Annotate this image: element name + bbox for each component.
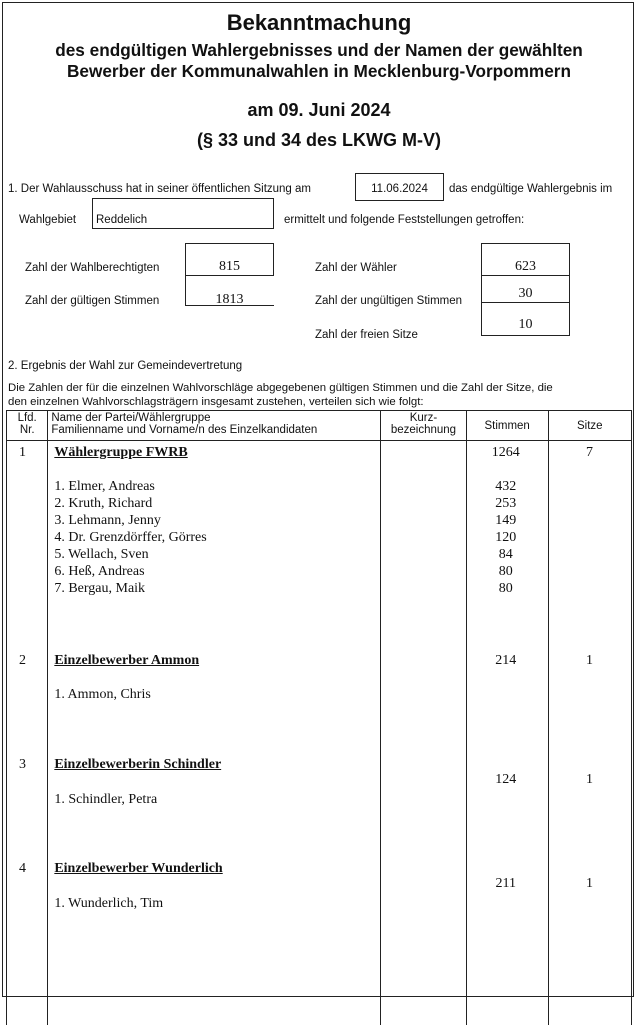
- candidate-name: 3. Lehmann, Jenny: [54, 513, 161, 529]
- header-sitze: Sitze: [548, 411, 631, 441]
- results-table: [6, 410, 632, 1025]
- free-seats-value: 10: [481, 317, 570, 333]
- header-kurz-2: bezeichnung: [384, 424, 463, 436]
- header-name-1: Name der Partei/Wählergruppe: [51, 412, 377, 424]
- page-title: Bekanntmachung: [0, 10, 638, 36]
- header-name: [48, 411, 381, 441]
- section2-heading: 2. Ergebnis der Wahl zur Gemeindevertretung: [8, 360, 242, 372]
- group-seats: 7: [549, 445, 631, 461]
- invalid-votes-value: 30: [481, 286, 570, 302]
- group-votes: 211: [467, 876, 545, 892]
- candidate-name: 7. Bergau, Maik: [54, 581, 145, 597]
- candidate-name: 6. Heß, Andreas: [54, 564, 144, 580]
- votes-column: [466, 441, 548, 1025]
- candidate-name: 1. Wunderlich, Tim: [54, 896, 163, 912]
- candidate-votes: 80: [467, 581, 545, 597]
- voters-label: Zahl der Wähler: [315, 262, 397, 274]
- group-nr: 3: [19, 757, 26, 773]
- candidate-name: 1. Elmer, Andreas: [54, 479, 155, 495]
- kurz-column: [381, 441, 467, 1025]
- free-seats-label: Zahl der freien Sitze: [315, 329, 418, 341]
- header-kurz-1: Kurz-: [384, 412, 463, 424]
- area-value: Reddelich: [96, 214, 147, 226]
- field-divider: [481, 302, 570, 303]
- header-nr-1: Lfd.: [10, 412, 44, 424]
- valid-votes-label: Zahl der gültigen Stimmen: [25, 295, 159, 307]
- candidate-name: 1. Ammon, Chris: [54, 687, 150, 703]
- subtitle-line-1: des endgültigen Wahlergebnisses und der Namen der gewählten: [0, 40, 638, 61]
- group-seats: 1: [549, 772, 631, 788]
- header-nr-2: Nr.: [10, 424, 44, 436]
- voters-value: 623: [481, 259, 570, 275]
- nr-column: [7, 441, 48, 1025]
- header-stimmen: Stimmen: [466, 411, 548, 441]
- group-votes: 214: [467, 653, 545, 669]
- candidate-votes: 84: [467, 547, 545, 563]
- candidate-name: 1. Schindler, Petra: [54, 792, 157, 808]
- subtitle-line-2: Bewerber der Kommunalwahlen in Mecklenburg-Vorpommern: [0, 61, 638, 82]
- group-name: Einzelbewerberin Schindler: [54, 757, 221, 773]
- name-column: [48, 441, 381, 1025]
- candidate-name: 4. Dr. Grenzdörffer, Görres: [54, 530, 206, 546]
- page-subtitle: [0, 40, 638, 82]
- group-seats: 1: [549, 653, 631, 669]
- candidate-name: 5. Wellach, Sven: [54, 547, 148, 563]
- group-votes: 124: [467, 772, 545, 788]
- section1-text-d: ermittelt und folgende Feststellungen getroffen:: [284, 214, 524, 226]
- section2-intro-1: Die Zahlen der für die einzelnen Wahlvorschläge abgegebenen gültigen Stimmen und die Zahl der Sitze, die: [8, 382, 553, 394]
- eligible-label: Zahl der Wahlberechtigten: [25, 262, 159, 274]
- section1-text-b: das endgültige Wahlergebnis im: [449, 183, 612, 195]
- group-nr: 2: [19, 653, 26, 669]
- group-name: Wählergruppe FWRB: [54, 445, 187, 461]
- candidate-votes: 149: [467, 513, 545, 529]
- section1-text-c: Wahlgebiet: [19, 214, 76, 226]
- candidate-votes: 120: [467, 530, 545, 546]
- group-name: Einzelbewerber Ammon: [54, 653, 199, 669]
- header-nr: [7, 411, 48, 441]
- header-name-2: Familienname und Vorname/n des Einzelkandidaten: [51, 424, 377, 436]
- header-kurz: [381, 411, 467, 441]
- section2-intro-2: den einzelnen Wahlvorschlagsträgern insgesamt zustehen, verteilen sich wie folgt:: [8, 396, 424, 408]
- section1-text-a: 1. Der Wahlausschuss hat in seiner öffentlichen Sitzung am: [8, 183, 311, 195]
- group-name: Einzelbewerber Wunderlich: [54, 861, 222, 877]
- candidate-votes: 253: [467, 496, 545, 512]
- group-votes: 1264: [467, 445, 545, 461]
- candidate-votes: 432: [467, 479, 545, 495]
- group-seats: 1: [549, 876, 631, 892]
- group-nr: 1: [19, 445, 26, 461]
- candidate-votes: 80: [467, 564, 545, 580]
- seats-column: [548, 441, 631, 1025]
- candidate-name: 2. Kruth, Richard: [54, 496, 152, 512]
- election-date: am 09. Juni 2024: [0, 100, 638, 121]
- valid-votes-value: 1813: [185, 292, 274, 308]
- session-date-value: 11.06.2024: [355, 183, 444, 195]
- invalid-votes-label: Zahl der ungültigen Stimmen: [315, 295, 462, 307]
- eligible-value: 815: [185, 259, 274, 275]
- law-reference: (§ 33 und 34 des LKWG M-V): [0, 130, 638, 151]
- group-nr: 4: [19, 861, 26, 877]
